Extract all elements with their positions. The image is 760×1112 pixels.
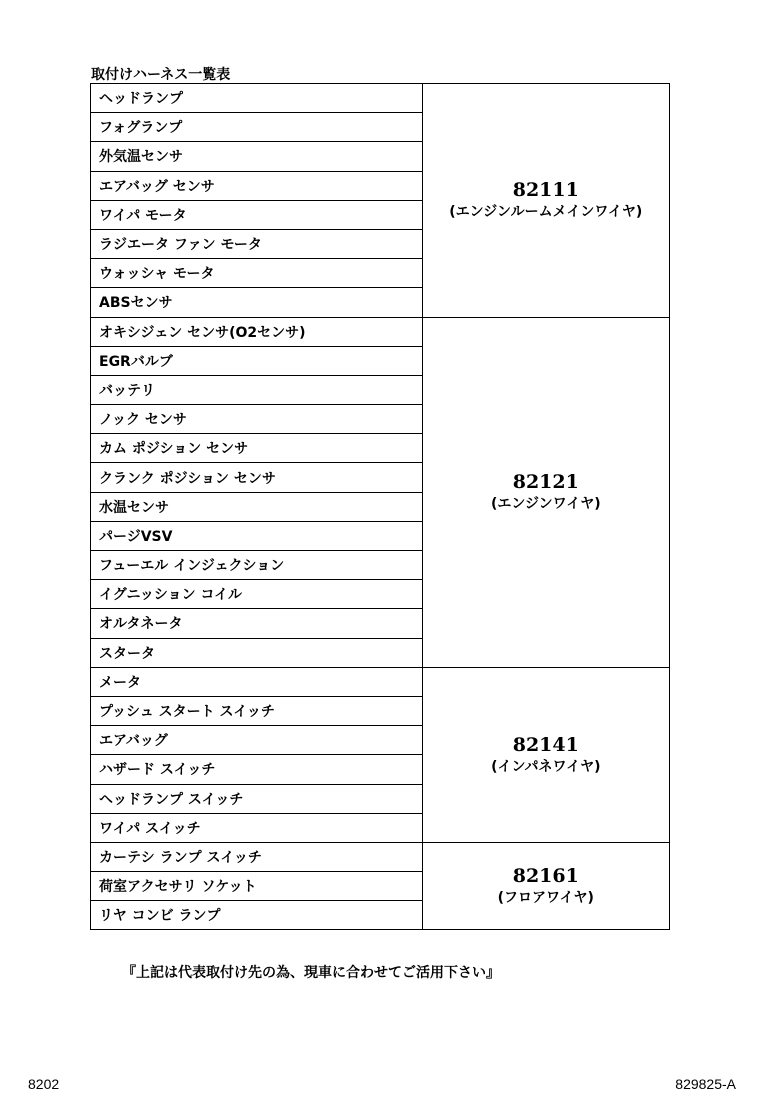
component-name: イグニッション コイル bbox=[91, 580, 423, 609]
component-name: フォグランプ bbox=[91, 113, 423, 142]
component-name: バッテリ bbox=[91, 375, 423, 404]
harness-number: 82111 bbox=[512, 179, 579, 202]
footnote: 『上記は代表取付け先の為、現車に合わせてご活用下さい』 bbox=[122, 965, 500, 981]
harness-name: (フロアワイヤ) bbox=[497, 890, 594, 907]
component-name: フューエル インジェクション bbox=[91, 551, 423, 580]
component-name: ヘッドランプ スイッチ bbox=[91, 784, 423, 813]
page-code-right: 829825-A bbox=[675, 1076, 736, 1092]
component-name: パージVSV bbox=[91, 521, 423, 550]
component-name: ノック センサ bbox=[91, 405, 423, 434]
harness-cell bbox=[422, 842, 669, 930]
component-name: スタータ bbox=[91, 638, 423, 667]
component-name: EGRバルブ bbox=[91, 346, 423, 375]
table-row bbox=[91, 84, 670, 113]
harness-number: 82141 bbox=[512, 733, 579, 756]
component-name: リヤ コンビ ランプ bbox=[91, 901, 423, 930]
harness-cell bbox=[422, 84, 669, 318]
harness-table bbox=[90, 83, 670, 930]
component-name: 荷室アクセサリ ソケット bbox=[91, 872, 423, 901]
component-name: プッシュ スタート スイッチ bbox=[91, 696, 423, 725]
component-name: エアバッグ センサ bbox=[91, 171, 423, 200]
component-name: ワイパ スイッチ bbox=[91, 813, 423, 842]
component-name: カム ポジション センサ bbox=[91, 434, 423, 463]
component-name: メータ bbox=[91, 667, 423, 696]
component-name: ABSセンサ bbox=[91, 288, 423, 317]
component-name: カーテシ ランプ スイッチ bbox=[91, 842, 423, 871]
page-title: 取付けハーネス一覧表 bbox=[91, 67, 231, 83]
harness-cell bbox=[422, 317, 669, 667]
component-name: ラジエータ ファン モータ bbox=[91, 229, 423, 258]
component-name: オキシジェン センサ(O2センサ) bbox=[91, 317, 423, 346]
component-name: ハザード スイッチ bbox=[91, 755, 423, 784]
component-name: エアバッグ bbox=[91, 726, 423, 755]
harness-number: 82161 bbox=[512, 865, 579, 888]
table-row bbox=[91, 317, 670, 346]
harness-name: (エンジンワイヤ) bbox=[490, 496, 601, 513]
harness-name: (インパネワイヤ) bbox=[491, 758, 601, 775]
harness-table-body bbox=[91, 84, 670, 930]
harness-name: (エンジンルームメインワイヤ) bbox=[449, 204, 643, 221]
component-name: ウォッシャ モータ bbox=[91, 259, 423, 288]
component-name: クランク ポジション センサ bbox=[91, 463, 423, 492]
table-row bbox=[91, 667, 670, 696]
table-row bbox=[91, 842, 670, 871]
component-name: オルタネータ bbox=[91, 609, 423, 638]
component-name: ワイパ モータ bbox=[91, 200, 423, 229]
harness-cell bbox=[422, 667, 669, 842]
component-name: 外気温センサ bbox=[91, 142, 423, 171]
page-code-left: 8202 bbox=[28, 1076, 60, 1092]
component-name: ヘッドランプ bbox=[91, 84, 423, 113]
component-name: 水温センサ bbox=[91, 492, 423, 521]
harness-number: 82121 bbox=[512, 471, 579, 494]
